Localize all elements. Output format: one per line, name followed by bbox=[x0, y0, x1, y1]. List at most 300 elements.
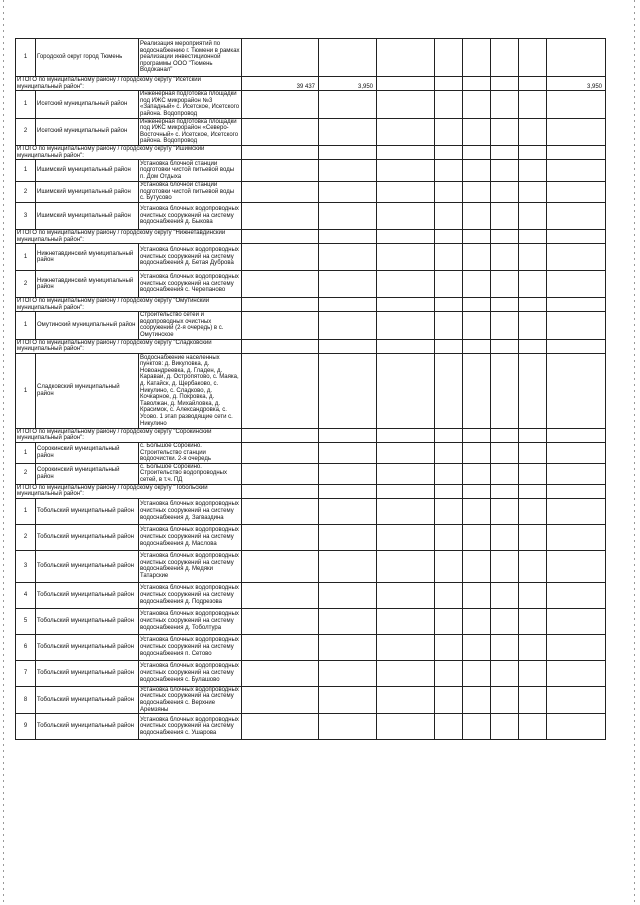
value-cell bbox=[242, 498, 319, 524]
row-number-cell: 3 bbox=[16, 550, 36, 582]
empty-cell bbox=[519, 202, 547, 229]
table-row bbox=[16, 182, 606, 203]
empty-cell bbox=[491, 353, 519, 428]
empty-cell bbox=[491, 582, 519, 608]
municipality-cell: Сладковский муниципальный район bbox=[36, 353, 139, 428]
empty-cell bbox=[463, 463, 491, 484]
empty-cell bbox=[435, 118, 463, 145]
empty-cell bbox=[519, 634, 547, 660]
investment-table bbox=[15, 38, 605, 740]
empty-cell bbox=[463, 524, 491, 550]
value-cell bbox=[319, 524, 377, 550]
empty-cell bbox=[435, 686, 463, 713]
value-cell bbox=[319, 582, 377, 608]
table-row bbox=[16, 714, 606, 740]
table-row bbox=[16, 312, 606, 339]
municipality-cell: Тобольский муниципальный район bbox=[36, 686, 139, 713]
empty-cell bbox=[377, 39, 435, 77]
empty-cell bbox=[377, 91, 435, 118]
municipality-cell: Тобольский муниципальный район bbox=[36, 660, 139, 686]
project-description-cell: с. Большое Сорокино. Строительство водопроводных сетей, в т.ч. ПД bbox=[139, 463, 242, 484]
value-cell bbox=[319, 244, 377, 271]
empty-cell bbox=[519, 229, 547, 243]
row-number-cell: 1 bbox=[16, 353, 36, 428]
row-number-cell: 1 bbox=[16, 244, 36, 271]
empty-cell bbox=[435, 77, 463, 91]
empty-cell bbox=[435, 484, 463, 498]
empty-cell bbox=[377, 443, 435, 464]
empty-cell bbox=[435, 91, 463, 118]
row-number-cell: 6 bbox=[16, 634, 36, 660]
value-cell bbox=[319, 353, 377, 428]
empty-cell bbox=[491, 443, 519, 464]
value-cell bbox=[242, 443, 319, 464]
empty-cell bbox=[377, 498, 435, 524]
empty-cell bbox=[491, 339, 519, 353]
municipality-cell: Тобольский муниципальный район bbox=[36, 714, 139, 740]
total-row bbox=[16, 229, 606, 243]
row-number-cell: 4 bbox=[16, 582, 36, 608]
value-cell: 3,950 bbox=[547, 77, 606, 91]
table-row bbox=[16, 550, 606, 582]
total-label-cell: ИТОГО по муниципальному району / городскому округу "Тобольский муниципальный район": bbox=[16, 484, 242, 498]
value-cell bbox=[242, 714, 319, 740]
value-cell bbox=[319, 271, 377, 298]
empty-cell bbox=[463, 443, 491, 464]
empty-cell bbox=[519, 582, 547, 608]
empty-cell bbox=[463, 714, 491, 740]
value-cell bbox=[319, 312, 377, 339]
municipality-cell: Исетский муниципальный район bbox=[36, 91, 139, 118]
value-cell bbox=[242, 463, 319, 484]
empty-cell bbox=[435, 550, 463, 582]
empty-cell bbox=[377, 524, 435, 550]
empty-cell bbox=[519, 244, 547, 271]
empty-cell bbox=[435, 202, 463, 229]
empty-cell bbox=[491, 484, 519, 498]
project-description-cell: Установка блочных водопроводных очистных сооружений на систему водоснабжения д. Быкова bbox=[139, 202, 242, 229]
value-cell bbox=[547, 244, 606, 271]
empty-cell bbox=[491, 229, 519, 243]
right-scan-edge bbox=[634, 0, 635, 905]
municipality-cell: Нижнетавдинский муниципальный район bbox=[36, 271, 139, 298]
empty-cell bbox=[435, 582, 463, 608]
empty-cell bbox=[491, 91, 519, 118]
empty-cell bbox=[463, 118, 491, 145]
value-cell bbox=[242, 484, 319, 498]
empty-cell bbox=[377, 428, 435, 442]
value-cell bbox=[547, 608, 606, 634]
project-description-cell: Водоснабжение населенных пунктов: д. Викуловка, д. Новоандреевка, д. Гладен, д. Караваи, д. Остропятово, с. Маяка, д. Катайск, д. Щербаково, с. Никулино, с. Сладково, д. Кочкарное, д. Покровка, д. Таволжан, д. Михайловка, д. Красимок, с. Александровка, с. Усово. 1 этап разводящие сети с. Никулино bbox=[139, 353, 242, 428]
empty-cell bbox=[435, 271, 463, 298]
table-row bbox=[16, 582, 606, 608]
empty-cell bbox=[491, 714, 519, 740]
value-cell bbox=[319, 714, 377, 740]
municipality-cell: Городской округ город Тюмень bbox=[36, 39, 139, 77]
table-row bbox=[16, 634, 606, 660]
empty-cell bbox=[519, 660, 547, 686]
empty-cell bbox=[519, 686, 547, 713]
table-row bbox=[16, 244, 606, 271]
empty-cell bbox=[491, 498, 519, 524]
empty-cell bbox=[377, 160, 435, 182]
project-description-cell: Установка блочной станции подготовки чистой питьевой воды с. Бутусово bbox=[139, 182, 242, 203]
municipality-cell: Тобольский муниципальный район bbox=[36, 634, 139, 660]
row-number-cell: 3 bbox=[16, 202, 36, 229]
empty-cell bbox=[491, 524, 519, 550]
value-cell bbox=[242, 244, 319, 271]
empty-cell bbox=[463, 550, 491, 582]
empty-cell bbox=[491, 428, 519, 442]
municipality-cell: Исетский муниципальный район bbox=[36, 118, 139, 145]
value-cell bbox=[242, 118, 319, 145]
empty-cell bbox=[491, 202, 519, 229]
empty-cell bbox=[377, 229, 435, 243]
empty-cell bbox=[519, 118, 547, 145]
value-cell bbox=[242, 353, 319, 428]
empty-cell bbox=[519, 160, 547, 182]
project-description-cell: Инженерная подготовка площадки под ИЖС микрорайон №3 «Западный» с. Исетское, Исетского района. Водопровод bbox=[139, 91, 242, 118]
table-row bbox=[16, 660, 606, 686]
empty-cell bbox=[463, 428, 491, 442]
empty-cell bbox=[491, 244, 519, 271]
value-cell bbox=[242, 339, 319, 353]
row-number-cell: 2 bbox=[16, 182, 36, 203]
total-label-cell: ИТОГО по муниципальному району / городскому округу "Нижнетавдинский муниципальный район": bbox=[16, 229, 242, 243]
value-cell bbox=[547, 660, 606, 686]
row-number-cell: 9 bbox=[16, 714, 36, 740]
value-cell bbox=[242, 229, 319, 243]
value-cell bbox=[319, 91, 377, 118]
value-cell bbox=[319, 118, 377, 145]
table-row bbox=[16, 608, 606, 634]
municipality-cell: Ишимский муниципальный район bbox=[36, 160, 139, 182]
value-cell bbox=[547, 182, 606, 203]
table-row bbox=[16, 271, 606, 298]
empty-cell bbox=[519, 91, 547, 118]
empty-cell bbox=[435, 634, 463, 660]
empty-cell bbox=[435, 244, 463, 271]
total-label-cell: ИТОГО по муниципальному району / городскому округу "Омутинский муниципальный район": bbox=[16, 298, 242, 312]
empty-cell bbox=[435, 229, 463, 243]
empty-cell bbox=[519, 312, 547, 339]
row-number-cell: 1 bbox=[16, 160, 36, 182]
value-cell bbox=[319, 498, 377, 524]
project-description-cell: Строительство сетей и водопроводных очистных сооружений (2-я очередь) в с. Омутинское bbox=[139, 312, 242, 339]
value-cell bbox=[242, 145, 319, 159]
value-cell bbox=[547, 229, 606, 243]
empty-cell bbox=[491, 550, 519, 582]
municipality-cell: Нижнетавдинский муниципальный район bbox=[36, 244, 139, 271]
value-cell bbox=[547, 443, 606, 464]
value-cell bbox=[547, 91, 606, 118]
value-cell bbox=[242, 550, 319, 582]
empty-cell bbox=[435, 463, 463, 484]
total-row bbox=[16, 298, 606, 312]
empty-cell bbox=[463, 91, 491, 118]
row-number-cell: 2 bbox=[16, 118, 36, 145]
total-label-cell: ИТОГО по муниципальному району / городскому округу "Исетский муниципальный район": bbox=[16, 77, 242, 91]
empty-cell bbox=[435, 39, 463, 77]
table-row bbox=[16, 202, 606, 229]
empty-cell bbox=[377, 660, 435, 686]
empty-cell bbox=[519, 145, 547, 159]
value-cell bbox=[547, 634, 606, 660]
value-cell bbox=[319, 182, 377, 203]
table-row bbox=[16, 39, 606, 77]
value-cell bbox=[242, 39, 319, 77]
value-cell bbox=[242, 660, 319, 686]
table-row bbox=[16, 118, 606, 145]
empty-cell bbox=[435, 524, 463, 550]
value-cell bbox=[547, 550, 606, 582]
empty-cell bbox=[377, 339, 435, 353]
empty-cell bbox=[519, 524, 547, 550]
empty-cell bbox=[377, 118, 435, 145]
value-cell bbox=[319, 463, 377, 484]
empty-cell bbox=[491, 608, 519, 634]
empty-cell bbox=[463, 145, 491, 159]
empty-cell bbox=[377, 463, 435, 484]
value-cell bbox=[242, 428, 319, 442]
value-cell bbox=[319, 608, 377, 634]
value-cell bbox=[547, 714, 606, 740]
empty-cell bbox=[377, 271, 435, 298]
empty-cell bbox=[491, 634, 519, 660]
row-number-cell: 2 bbox=[16, 524, 36, 550]
empty-cell bbox=[463, 498, 491, 524]
value-cell bbox=[319, 160, 377, 182]
municipality-cell: Тобольский муниципальный район bbox=[36, 524, 139, 550]
value-cell: 3,950 bbox=[319, 77, 377, 91]
empty-cell bbox=[463, 77, 491, 91]
table-row bbox=[16, 498, 606, 524]
empty-cell bbox=[435, 298, 463, 312]
empty-cell bbox=[519, 271, 547, 298]
empty-cell bbox=[491, 39, 519, 77]
empty-cell bbox=[377, 608, 435, 634]
empty-cell bbox=[491, 118, 519, 145]
empty-cell bbox=[519, 498, 547, 524]
value-cell bbox=[547, 498, 606, 524]
empty-cell bbox=[491, 312, 519, 339]
value-cell: 39 437 bbox=[242, 77, 319, 91]
empty-cell bbox=[463, 182, 491, 203]
empty-cell bbox=[377, 202, 435, 229]
value-cell bbox=[547, 145, 606, 159]
project-description-cell: Установка блочных водопроводных очистных сооружений на систему водоснабжения д. Медяки Татарские bbox=[139, 550, 242, 582]
value-cell bbox=[242, 312, 319, 339]
project-description-cell: Установка блочных водопроводных очистных сооружений на систему водоснабжения д. Тоболтура bbox=[139, 608, 242, 634]
value-cell bbox=[547, 484, 606, 498]
value-cell bbox=[547, 339, 606, 353]
empty-cell bbox=[463, 353, 491, 428]
value-cell bbox=[547, 298, 606, 312]
table-row bbox=[16, 353, 606, 428]
empty-cell bbox=[435, 312, 463, 339]
municipality-cell: Ишимский муниципальный район bbox=[36, 182, 139, 203]
empty-cell bbox=[519, 608, 547, 634]
row-number-cell: 7 bbox=[16, 660, 36, 686]
value-cell bbox=[242, 608, 319, 634]
project-description-cell: Установка блочных водопроводных очистных сооружений на систему водоснабжения с. Булашово bbox=[139, 660, 242, 686]
table-row bbox=[16, 524, 606, 550]
total-row bbox=[16, 339, 606, 353]
total-row bbox=[16, 77, 606, 91]
table-row bbox=[16, 160, 606, 182]
empty-cell bbox=[519, 484, 547, 498]
project-description-cell: Инженерная подготовка площадки под ИЖС микрорайон «Северо-Восточный» с. Исетское, Исетского района. Водопровод bbox=[139, 118, 242, 145]
empty-cell bbox=[491, 160, 519, 182]
total-label-cell: ИТОГО по муниципальному району / городскому округу "Сладковский муниципальный район": bbox=[16, 339, 242, 353]
empty-cell bbox=[435, 160, 463, 182]
empty-cell bbox=[519, 463, 547, 484]
empty-cell bbox=[491, 182, 519, 203]
empty-cell bbox=[435, 339, 463, 353]
value-cell bbox=[319, 686, 377, 713]
empty-cell bbox=[491, 145, 519, 159]
value-cell bbox=[547, 271, 606, 298]
row-number-cell: 1 bbox=[16, 39, 36, 77]
empty-cell bbox=[377, 312, 435, 339]
empty-cell bbox=[519, 298, 547, 312]
value-cell bbox=[547, 686, 606, 713]
empty-cell bbox=[435, 353, 463, 428]
empty-cell bbox=[519, 339, 547, 353]
empty-cell bbox=[377, 145, 435, 159]
empty-cell bbox=[463, 39, 491, 77]
value-cell bbox=[547, 118, 606, 145]
value-cell bbox=[547, 428, 606, 442]
value-cell bbox=[547, 582, 606, 608]
empty-cell bbox=[435, 428, 463, 442]
empty-cell bbox=[463, 582, 491, 608]
empty-cell bbox=[463, 202, 491, 229]
value-cell bbox=[319, 145, 377, 159]
project-description-cell: Установка блочных водопроводных очистных сооружений на систему водоснабжения с. Черепаново bbox=[139, 271, 242, 298]
municipality-cell: Сорокинский муниципальный район bbox=[36, 443, 139, 464]
empty-cell bbox=[519, 39, 547, 77]
table-row bbox=[16, 443, 606, 464]
empty-cell bbox=[377, 298, 435, 312]
empty-cell bbox=[377, 686, 435, 713]
value-cell bbox=[547, 353, 606, 428]
value-cell bbox=[242, 298, 319, 312]
project-description-cell: Установка блочных водопроводных очистных сооружений на систему водоснабжения д. Подрезова bbox=[139, 582, 242, 608]
project-description-cell: с. Большое Сорокино. Строительство станции водоочистки. 2-я очередь bbox=[139, 443, 242, 464]
row-number-cell: 8 bbox=[16, 686, 36, 713]
table-row bbox=[16, 686, 606, 713]
row-number-cell: 5 bbox=[16, 608, 36, 634]
empty-cell bbox=[377, 77, 435, 91]
total-label-cell: ИТОГО по муниципальному району / городскому округу "Сорокинский муниципальный район": bbox=[16, 428, 242, 442]
empty-cell bbox=[519, 182, 547, 203]
empty-cell bbox=[377, 353, 435, 428]
value-cell bbox=[242, 182, 319, 203]
empty-cell bbox=[377, 484, 435, 498]
row-number-cell: 1 bbox=[16, 312, 36, 339]
value-cell bbox=[547, 39, 606, 77]
row-number-cell: 1 bbox=[16, 498, 36, 524]
municipality-cell: Омутинский муниципальный район bbox=[36, 312, 139, 339]
value-cell bbox=[242, 634, 319, 660]
empty-cell bbox=[519, 714, 547, 740]
empty-cell bbox=[491, 77, 519, 91]
empty-cell bbox=[435, 498, 463, 524]
empty-cell bbox=[491, 686, 519, 713]
value-cell bbox=[547, 524, 606, 550]
value-cell bbox=[547, 160, 606, 182]
empty-cell bbox=[463, 298, 491, 312]
value-cell bbox=[242, 582, 319, 608]
empty-cell bbox=[519, 428, 547, 442]
empty-cell bbox=[377, 582, 435, 608]
table-row bbox=[16, 91, 606, 118]
value-cell bbox=[319, 634, 377, 660]
row-number-cell: 2 bbox=[16, 463, 36, 484]
value-cell bbox=[242, 524, 319, 550]
value-cell bbox=[319, 428, 377, 442]
municipality-cell: Сорокинский муниципальный район bbox=[36, 463, 139, 484]
empty-cell bbox=[519, 550, 547, 582]
empty-cell bbox=[463, 484, 491, 498]
empty-cell bbox=[377, 244, 435, 271]
project-description-cell: Установка блочных водопроводных очистных сооружений на систему водоснабжения п. Сетово bbox=[139, 634, 242, 660]
empty-cell bbox=[519, 77, 547, 91]
value-cell bbox=[319, 229, 377, 243]
empty-cell bbox=[377, 634, 435, 660]
empty-cell bbox=[463, 229, 491, 243]
row-number-cell: 1 bbox=[16, 443, 36, 464]
total-row bbox=[16, 428, 606, 442]
value-cell bbox=[319, 443, 377, 464]
table-row bbox=[16, 463, 606, 484]
municipality-cell: Тобольский муниципальный район bbox=[36, 582, 139, 608]
total-row bbox=[16, 484, 606, 498]
empty-cell bbox=[519, 443, 547, 464]
project-description-cell: Установка блочных водопроводных очистных сооружений на систему водоснабжения д. Маслова bbox=[139, 524, 242, 550]
empty-cell bbox=[491, 660, 519, 686]
empty-cell bbox=[463, 686, 491, 713]
empty-cell bbox=[491, 298, 519, 312]
empty-cell bbox=[435, 145, 463, 159]
empty-cell bbox=[463, 160, 491, 182]
municipality-cell: Тобольский муниципальный район bbox=[36, 498, 139, 524]
empty-cell bbox=[377, 182, 435, 203]
value-cell bbox=[547, 202, 606, 229]
project-description-cell: Реализация мероприятий по водоснабжению г. Тюмени в рамках реализации инвестиционной программы ООО "Тюмень Водоканал" bbox=[139, 39, 242, 77]
empty-cell bbox=[463, 339, 491, 353]
value-cell bbox=[319, 660, 377, 686]
empty-cell bbox=[435, 714, 463, 740]
empty-cell bbox=[463, 271, 491, 298]
value-cell bbox=[242, 160, 319, 182]
empty-cell bbox=[491, 463, 519, 484]
empty-cell bbox=[463, 634, 491, 660]
empty-cell bbox=[377, 714, 435, 740]
project-description-cell: Установка блочных водопроводных очистных сооружений на систему водоснабжения с. Верхние Аремзяны bbox=[139, 686, 242, 713]
municipality-cell: Тобольский муниципальный район bbox=[36, 550, 139, 582]
table-body bbox=[16, 39, 606, 740]
empty-cell bbox=[435, 608, 463, 634]
value-cell bbox=[319, 339, 377, 353]
value-cell bbox=[547, 312, 606, 339]
municipality-cell: Тобольский муниципальный район bbox=[36, 608, 139, 634]
project-description-cell: Установка блочных водопроводных очистных сооружений на систему водоснабжения д. Бетая Дуброва bbox=[139, 244, 242, 271]
value-cell bbox=[242, 271, 319, 298]
municipality-cell: Ишимский муниципальный район bbox=[36, 202, 139, 229]
empty-cell bbox=[463, 244, 491, 271]
